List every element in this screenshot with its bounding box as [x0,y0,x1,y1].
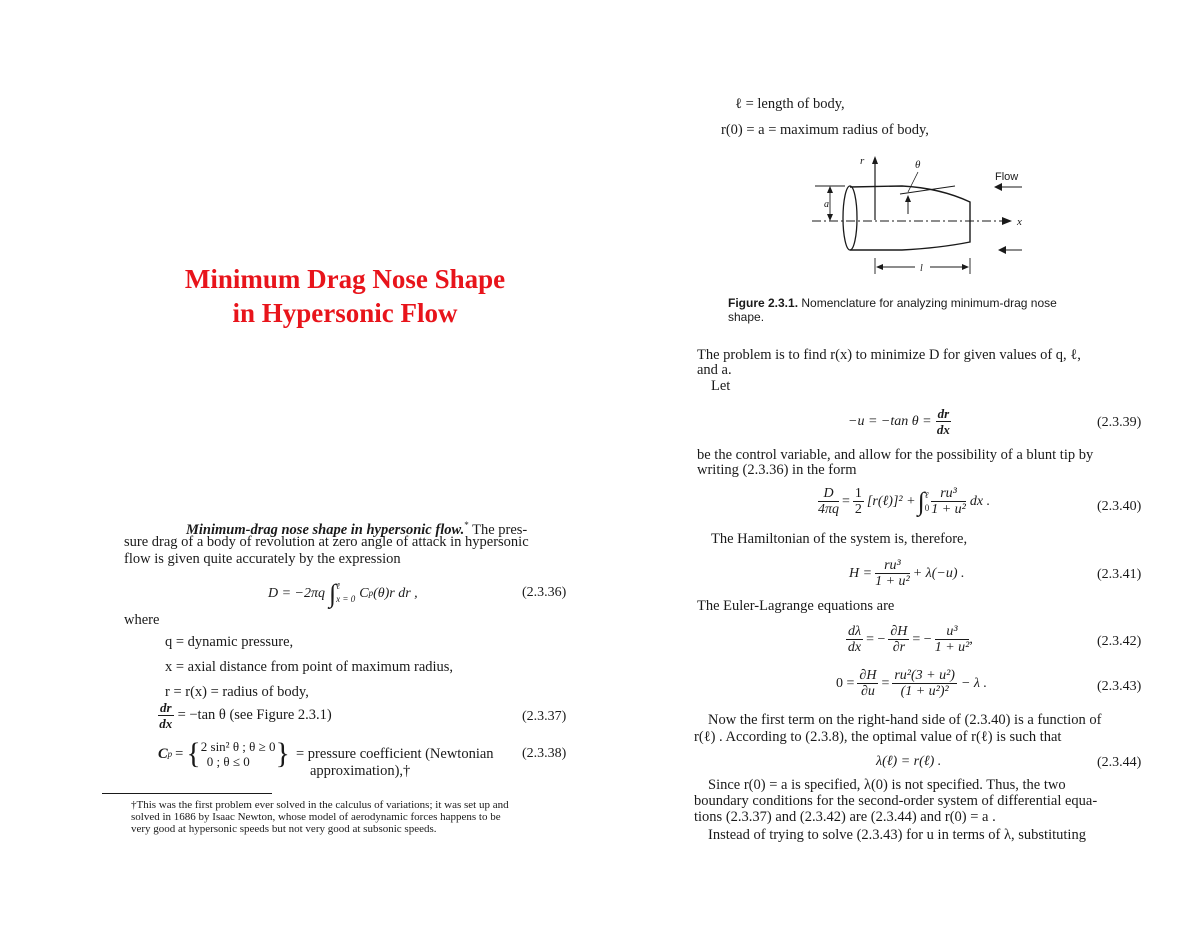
equation-2-3-39 [848,406,951,437]
integral-sign: ∫ ℓ x = 0 [329,578,356,608]
radius-marker-arrow [905,195,911,202]
right-para6-line4: Instead of trying to solve (2.3.43) for u in terms of λ, substituting [708,827,1086,843]
eq-number-2-3-37: (2.3.37) [522,709,567,724]
eq2340-lower: 0 [924,502,930,513]
eq2339-num: dr [937,406,950,421]
eq2343-den1: ∂u [860,684,875,699]
def-q: q = dynamic pressure, [165,634,294,650]
left-para1-line3: flow is given quite accurately by the expression [124,551,401,567]
fig-label-flow: Flow [995,171,1019,183]
eq2340-frac2 [853,486,864,517]
eq2340-den1: 4πq [818,502,840,517]
eq2340-tail: dx . [969,494,991,509]
fig-label-theta: θ [915,159,921,171]
right-para1-line3: Let [711,378,731,394]
footnote-line-2: solved in 1686 by Isaac Newton, whose model of aerodynamic forces happens to be [131,811,501,823]
left-brace: { [186,737,201,770]
fig-label-x: x [1017,216,1022,228]
eq-number-2-3-38: (2.3.38) [522,746,567,761]
eq2340-frac1 [818,486,839,517]
right-para6-line3: tions (2.3.37) and (2.3.42) are (2.3.44) and r(0) = a . [694,809,996,825]
right-para5-line2: r(ℓ) . According to (2.3.8), the optimal value of r(ℓ) is such that [694,729,1062,745]
fig-label-l: l [920,263,923,274]
footnote-rule [102,793,272,794]
left-para1-line2: sure drag of a body of revolution at zero angle of attack in hypersonic [124,534,529,550]
eq2343-frac2 [892,668,957,699]
right-para1-line1: The problem is to find r(x) to minimize D for given values of q, ℓ, [697,347,1081,363]
figure-nose-shape [790,150,1050,285]
eq2342-frac2 [888,624,909,655]
eq2342-den3: 1 + u² [934,640,970,655]
eq2341-lhs: H = [849,566,873,581]
right-para6-line1: Since r(0) = a is specified, λ(0) is not specified. Thus, the two [708,777,1066,793]
eq-number-2-3-36: (2.3.36) [522,585,567,600]
eq2336-lower-limit: x = 0 [336,594,356,604]
eq2343-num1: ∂H [859,668,877,683]
r-axis-arrow [872,156,878,164]
eq-number-2-3-41: (2.3.41) [1097,567,1142,582]
equation-2-3-42 [846,624,973,655]
footnote-line-3: very good at hypersonic speeds but not very good at subsonic speeds. [131,823,437,835]
fig-label-a: a [824,199,829,210]
def-max-radius: r(0) = a = maximum radius of body, [721,122,929,138]
dim-a-arrow-down [827,214,833,221]
cp-eq: = [175,745,184,762]
right-para1-line2: and a. [697,362,732,378]
eq2342-frac1 [846,624,863,655]
eq2340-den2: 2 [854,502,862,517]
eq2342-num2: ∂H [890,624,908,639]
eq2340-num1: D [818,486,839,502]
eq2341-frac [875,558,910,589]
equation-2-3-44: λ(ℓ) = r(ℓ) . [876,754,942,769]
title-line-2: in Hypersonic Flow [232,298,458,328]
cp-cases [201,739,276,769]
right-para5-line1: Now the first term on the right-hand side of (2.3.40) is a function of [708,712,1102,728]
eq2341-den: 1 + u² [875,574,910,589]
eq2343-lhs: 0 = [836,676,855,691]
eq-number-2-3-43: (2.3.43) [1097,679,1142,694]
base-ellipse [843,186,857,250]
eq2336-sub: p [368,587,374,598]
eq2340-num3: ru³ [931,486,966,502]
drdx-fraction [158,700,174,731]
def-drdx [158,700,332,731]
right-brace: } [275,737,290,770]
eq2336-lhs: D = −2πq [268,585,326,601]
eq2342-den2: ∂r [892,640,906,655]
def-length: ℓ = length of body, [735,96,845,112]
eq2342-mid2: = − [912,632,932,647]
eq2341-num: ru³ [875,558,910,574]
eq-number-2-3-40: (2.3.40) [1097,499,1142,514]
eq2339-lhs: −u = −tan θ = [848,414,932,429]
eq2336-tail: (θ)r dr , [373,585,418,601]
eq2339-den: dx [936,422,950,437]
equation-2-3-41 [849,558,965,589]
title-line-1: Minimum Drag Nose Shape [184,264,506,294]
equation-2-3-40 [818,486,990,517]
equation-cp [158,739,290,769]
cp-case-2: 0 ; θ ≤ 0 [206,754,250,769]
figure-caption-line1 [728,296,1057,310]
figure-caption-line2: shape. [728,310,765,324]
eq2342-mid: = − [866,632,886,647]
dim-l-arrow-left [876,264,883,270]
figure-caption-label: Figure 2.3.1. [728,296,799,310]
flow-arrow-bottom-head [998,246,1006,254]
eq2343-tail: − λ . [960,676,987,691]
def-r: r = r(x) = radius of body, [165,684,309,700]
section-heading: Minimum-drag nose shape in hypersonic flow. [186,521,465,538]
eq2340-num2: 1 [854,486,862,501]
x-axis-arrow [1002,217,1012,225]
right-para3: The Hamiltonian of the system is, therefore, [711,531,968,547]
drdx-den: dx [159,716,173,731]
cp-rest-line2: approximation),† [310,763,411,779]
eq2336-upper-limit: ℓ [336,581,340,591]
drdx-rest: = −tan θ (see Figure 2.3.1) [177,707,332,723]
eq2342-frac3 [935,624,970,655]
eq-number-2-3-42: (2.3.42) [1097,634,1142,649]
dim-l-arrow-right [962,264,969,270]
eq2340-mid: [r(ℓ)]² + [866,494,916,509]
right-para2-line1: be the control variable, and allow for the possibility of a blunt tip by [697,447,1094,463]
eq2341-tail: + λ(−u) . [912,566,965,581]
eq2342-den1: dx [847,640,862,655]
eq2340-eq: = [842,494,850,509]
eq2343-mid: = [881,676,890,691]
slide-title [120,262,570,330]
theta-tangent-line [908,172,918,192]
dim-a-arrow-up [827,186,833,193]
eq2340-frac3 [931,486,966,517]
figure-caption-text: Nomenclature for analyzing minimum-drag nose [798,296,1057,310]
right-para6-line2: boundary conditions for the second-order system of differential equa- [694,793,1098,809]
drdx-num: dr [160,700,172,715]
flow-arrow-top-head [994,183,1002,191]
where-label: where [124,612,160,628]
cp-rest-line1: = pressure coefficient (Newtonian [296,746,494,762]
eq2340-upper: ℓ [924,489,929,500]
footnote-line-1: †This was the first problem ever solved in the calculus of variations; it was set up and [131,799,509,811]
equation-2-3-36 [268,576,418,610]
eq-number-2-3-44: (2.3.44) [1097,755,1142,770]
eq2336-cp: C [359,585,369,601]
eq2342-tail: , [969,632,973,647]
eq2343-frac1 [857,668,878,699]
eq-number-2-3-39: (2.3.39) [1097,415,1142,430]
def-x: x = axial distance from point of maximum radius, [165,659,454,675]
equation-2-3-43 [836,668,987,699]
cp-case-1: 2 sin² θ ; θ ≥ 0 [200,739,276,754]
para1-rest: The pres- [468,521,528,538]
eq2340-den3: 1 + u² [931,502,966,517]
eq2342-num3: u³ [935,624,970,640]
body-outline [850,186,970,250]
right-para4: The Euler-Lagrange equations are [697,598,895,614]
cp-lhs: C [158,745,168,762]
eq2340-integral: ∫ ℓ 0 [917,487,930,516]
eq2342-num1: dλ [848,624,862,639]
right-para2-line2: writing (2.3.36) in the form [697,462,857,478]
eq2343-num2: ru²(3 + u²) [894,668,955,683]
eq2339-fraction [936,406,952,437]
cp-sub: p [167,748,173,759]
eq2343-den2: (1 + u²)² [900,684,949,699]
fig-label-r: r [860,155,865,167]
heading-footnote-mark: * [464,520,469,530]
